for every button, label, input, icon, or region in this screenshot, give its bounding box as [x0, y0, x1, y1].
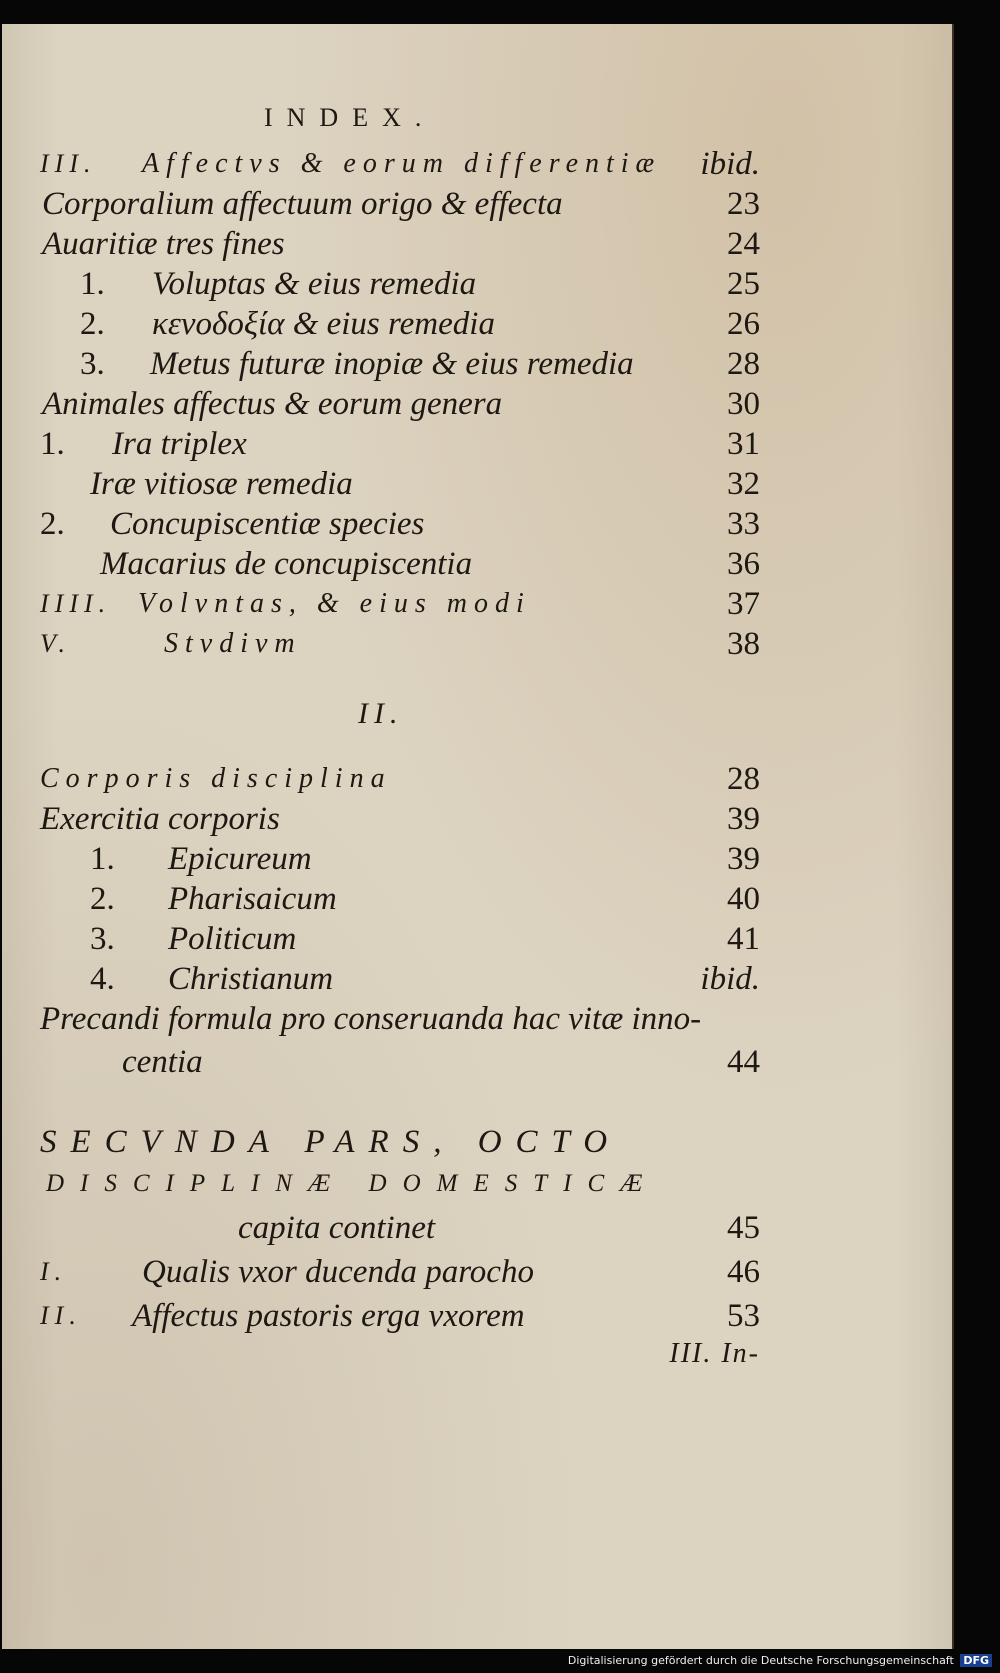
entry-row	[40, 384, 760, 424]
entry-row	[40, 544, 760, 584]
entry-row	[40, 1296, 760, 1336]
entry-row	[40, 264, 760, 304]
entry-text: centia	[122, 1044, 203, 1080]
entry-page: 40	[727, 881, 760, 917]
entry-text: Affectvs & eorum differentiæ	[142, 148, 662, 179]
entry-number: 2.	[90, 881, 115, 917]
entry-number: 1.	[40, 426, 65, 462]
entry-text: Exercitia corporis	[40, 801, 280, 837]
entry-row	[40, 424, 760, 464]
catchword: III. In-	[669, 1338, 760, 1369]
entry-page: ibid.	[700, 961, 760, 997]
entry-row	[40, 879, 760, 919]
entry-number: 1.	[80, 266, 105, 302]
entry-number: 3.	[80, 346, 105, 382]
entry-number: 4.	[90, 961, 115, 997]
entry-row	[40, 1252, 760, 1292]
index-header-text: INDEX.	[264, 103, 436, 132]
entry-page: 31	[727, 426, 760, 462]
entry-text: Auaritiæ tres fines	[42, 226, 285, 262]
entry-text: Concupiscentiæ species	[110, 506, 425, 542]
entry-row	[40, 144, 760, 184]
entry-page: 37	[727, 586, 760, 622]
entry-page: 39	[727, 801, 760, 837]
entry-row	[40, 624, 760, 664]
entry-page: 39	[727, 841, 760, 877]
section-heading-text: II.	[358, 697, 404, 730]
footer-text: Digitalisierung gefördert durch die Deutsche Forschungsgemeinschaft	[567, 1654, 954, 1667]
entry-text: Christianum	[168, 961, 334, 997]
entry-row	[40, 224, 760, 264]
entry-row	[40, 344, 760, 384]
entry-text: Corporis disciplina	[40, 763, 392, 794]
entry-row	[40, 999, 760, 1039]
entry-number: 2.	[80, 306, 105, 342]
entry-row	[40, 464, 760, 504]
part-heading-line-3	[40, 1208, 760, 1248]
entry-text: Macarius de concupiscentia	[100, 546, 473, 582]
entry-text: κενοδοξία & eius remedia	[152, 306, 495, 342]
entry-row	[40, 584, 760, 624]
entry-row	[40, 959, 760, 999]
part-heading-text: SECVNDA PARS, OCTO	[40, 1124, 622, 1160]
entry-page: 46	[727, 1254, 760, 1290]
entry-text: Iræ vitiosæ remedia	[90, 466, 353, 502]
entry-text: Animales affectus & eorum genera	[42, 386, 503, 422]
entry-text: Politicum	[168, 921, 297, 957]
entry-page: 44	[727, 1044, 760, 1080]
entry-page: 33	[727, 506, 760, 542]
catchword-row	[40, 1334, 760, 1374]
entry-page: 32	[727, 466, 760, 502]
entry-page: 38	[727, 626, 760, 662]
entry-text: Metus futuræ inopiæ & eius remedia	[150, 346, 634, 382]
entry-row	[40, 759, 760, 799]
entry-text: Stvdivm	[164, 628, 302, 659]
part-heading-line-1	[40, 1122, 760, 1162]
entry-row	[40, 919, 760, 959]
entry-number: II.	[40, 1301, 82, 1330]
entry-number: IIII.	[40, 589, 112, 618]
digitization-footer	[568, 1653, 992, 1669]
entry-number: 3.	[90, 921, 115, 957]
part-heading-line-2	[40, 1164, 760, 1204]
entry-text: Precandi formula pro conseruanda hac vitæ inno-	[40, 1001, 702, 1037]
entry-number: I.	[40, 1257, 68, 1286]
entry-text: Epicureum	[168, 841, 312, 877]
entry-page: 53	[727, 1298, 760, 1334]
entry-row	[40, 799, 760, 839]
entry-page: 23	[727, 186, 760, 222]
entry-page: 28	[727, 346, 760, 382]
entry-number: 1.	[90, 841, 115, 877]
entry-text: Pharisaicum	[168, 881, 337, 917]
entry-text: Corporalium affectuum origo & effecta	[42, 186, 563, 222]
entry-page: 28	[727, 761, 760, 797]
entry-page: 25	[727, 266, 760, 302]
entry-text: Qualis vxor ducenda parocho	[142, 1254, 534, 1290]
entry-text: Ira triplex	[112, 426, 247, 462]
book-page	[2, 24, 954, 1649]
part-heading-text: capita continet	[238, 1210, 436, 1246]
entry-page: 36	[727, 546, 760, 582]
entry-number: 2.	[40, 506, 65, 542]
entry-text: Affectus pastoris erga vxorem	[132, 1298, 525, 1334]
index-header	[2, 98, 722, 138]
entry-text: Voluptas & eius remedia	[152, 266, 477, 302]
entry-page: 30	[727, 386, 760, 422]
entry-row	[40, 304, 760, 344]
entry-text: Volvntas, & eius modi	[138, 588, 531, 619]
entry-page: 41	[727, 921, 760, 957]
entry-number: III.	[40, 149, 97, 178]
entry-row	[40, 504, 760, 544]
section-heading	[2, 694, 722, 734]
part-heading-text: DISCIPLINÆ DOMESTICÆ	[46, 1170, 659, 1197]
entry-page: ibid.	[700, 146, 760, 182]
entry-row	[40, 839, 760, 879]
entry-number: V.	[40, 629, 72, 658]
entry-row	[40, 184, 760, 224]
dfg-logo: DFG	[960, 1654, 992, 1667]
entry-row	[40, 1042, 760, 1082]
entry-page: 24	[727, 226, 760, 262]
entry-page: 26	[727, 306, 760, 342]
entry-page: 45	[727, 1210, 760, 1246]
